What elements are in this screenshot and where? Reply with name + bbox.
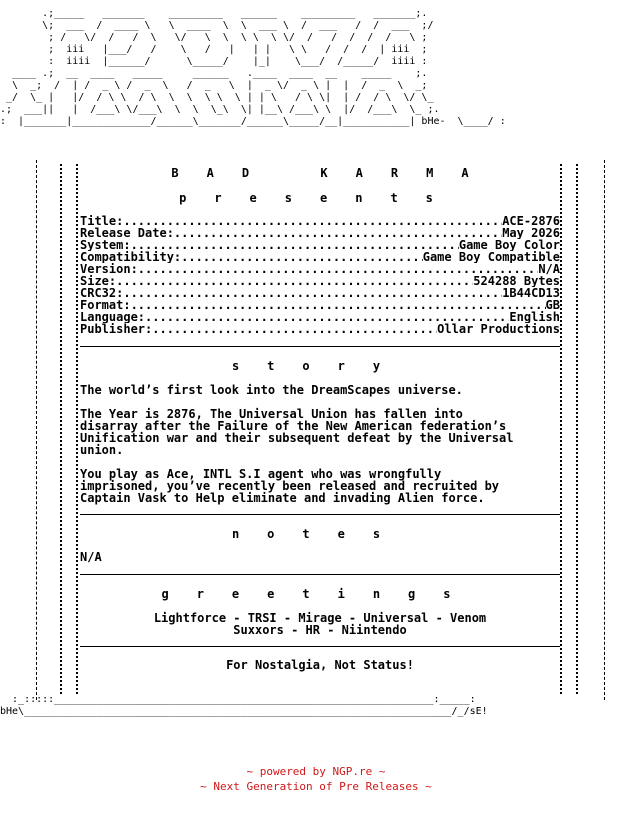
info-row: Title: ..... ACE-2876 (80, 215, 560, 227)
section-divider (80, 346, 560, 347)
release-info-table (80, 215, 560, 335)
greetings-line: Suxxors - HR - Niintendo (233, 623, 407, 637)
notes-heading: notes (231, 527, 409, 541)
group-letter: M (426, 166, 434, 180)
story-premise: You play as Ace, INTL S.I agent who was wrongfully imprisoned, you’ve recently been released and recruited by Captain Vask to Help eliminate and invading Alien force. (80, 467, 500, 505)
right-inner-rail (560, 164, 578, 694)
presents-heading: presents (179, 191, 461, 205)
info-row: Compatibility: ..... Game Boy Compatible (80, 251, 560, 263)
group-letter: K (320, 166, 328, 180)
group-letter: D (241, 166, 250, 180)
ngp-tagline: ~ Next Generation of Pre Releases ~ (200, 780, 432, 793)
info-row: Version: ..... N/A (80, 263, 560, 275)
info-row: Publisher: ..... Ollar Productions (80, 323, 560, 335)
section-divider (80, 646, 560, 647)
story-intro: The world’s first look into the DreamScapes universe. (80, 383, 463, 397)
footer-ascii-border: :_:::::_______________________________________________________________:_____: bHe\_______________________________________________________________________/_/sE! (0, 694, 488, 717)
story-heading: story (231, 359, 409, 373)
info-row: CRC32: ..... 1B44CD13 (80, 287, 560, 299)
group-letter: R (390, 166, 399, 180)
info-row: Language: ..... English (80, 311, 560, 323)
info-row: System: ..... Game Boy Color (80, 239, 560, 251)
group-letter: A (461, 166, 469, 180)
info-row: Size: ..... 524288 Bytes (80, 275, 560, 287)
left-inner-rail (60, 164, 78, 694)
section-divider (80, 574, 560, 575)
bad-karma-ascii-logo: .;_____ _______ _________ ______ _________ _______;. \; ___ / ____ \ \ ____ \ \ ___ \ / ___ / / ___ ;/ ; / \/ / / \ \/ \ \ \ \ \ \/ / / / / / \ ; ; iii |___/ / \ / | | | \ \ / / / | iii ; : iiii |______/ \_____/ |_| \___/ /_____/ iiii : ____ .; __ ____ _____ ______ .____ ____ __ _____ ;. \ _; / | / _ \ / _ \ / _ \ | _ \/ _ \ | | / _ \ _; _/ \_ | |/ / \ \ / \ \ \ \ \ \ | | \ / \ \| | / / \ \/ \_ .; ___|| | /___\ \/___\ \ \ \_\ \| |__\ /___\ \ |/ /___\ \_ ;. : |_______|_____________/______\_______/______\_____/__|___________| bHe- \____/ : (0, 8, 506, 127)
info-row: Release Date: ..... May 2026 (80, 227, 560, 239)
group-name-letters (170, 166, 470, 180)
greetings-heading: greetings (161, 587, 479, 601)
notes-text: N/A (80, 550, 102, 564)
group-letter: A (206, 166, 214, 180)
section-divider (80, 514, 560, 515)
powered-by-text: ~ powered by NGP.re ~ (246, 765, 386, 778)
group-letter: A (355, 166, 363, 180)
tagline: For Nostalgia, Not Status! (226, 658, 414, 672)
info-row: Format: ..... GB (80, 299, 560, 311)
group-letter: B (171, 166, 179, 180)
story-setting: The Year is 2876, The Universal Union has fallen into disarray after the Failure of the New American federation’s Unification war and their subsequent defeat by the Universal union. (80, 407, 514, 457)
greetings-line: Lightforce - TRSI - Mirage - Universal - Venom (153, 611, 487, 625)
